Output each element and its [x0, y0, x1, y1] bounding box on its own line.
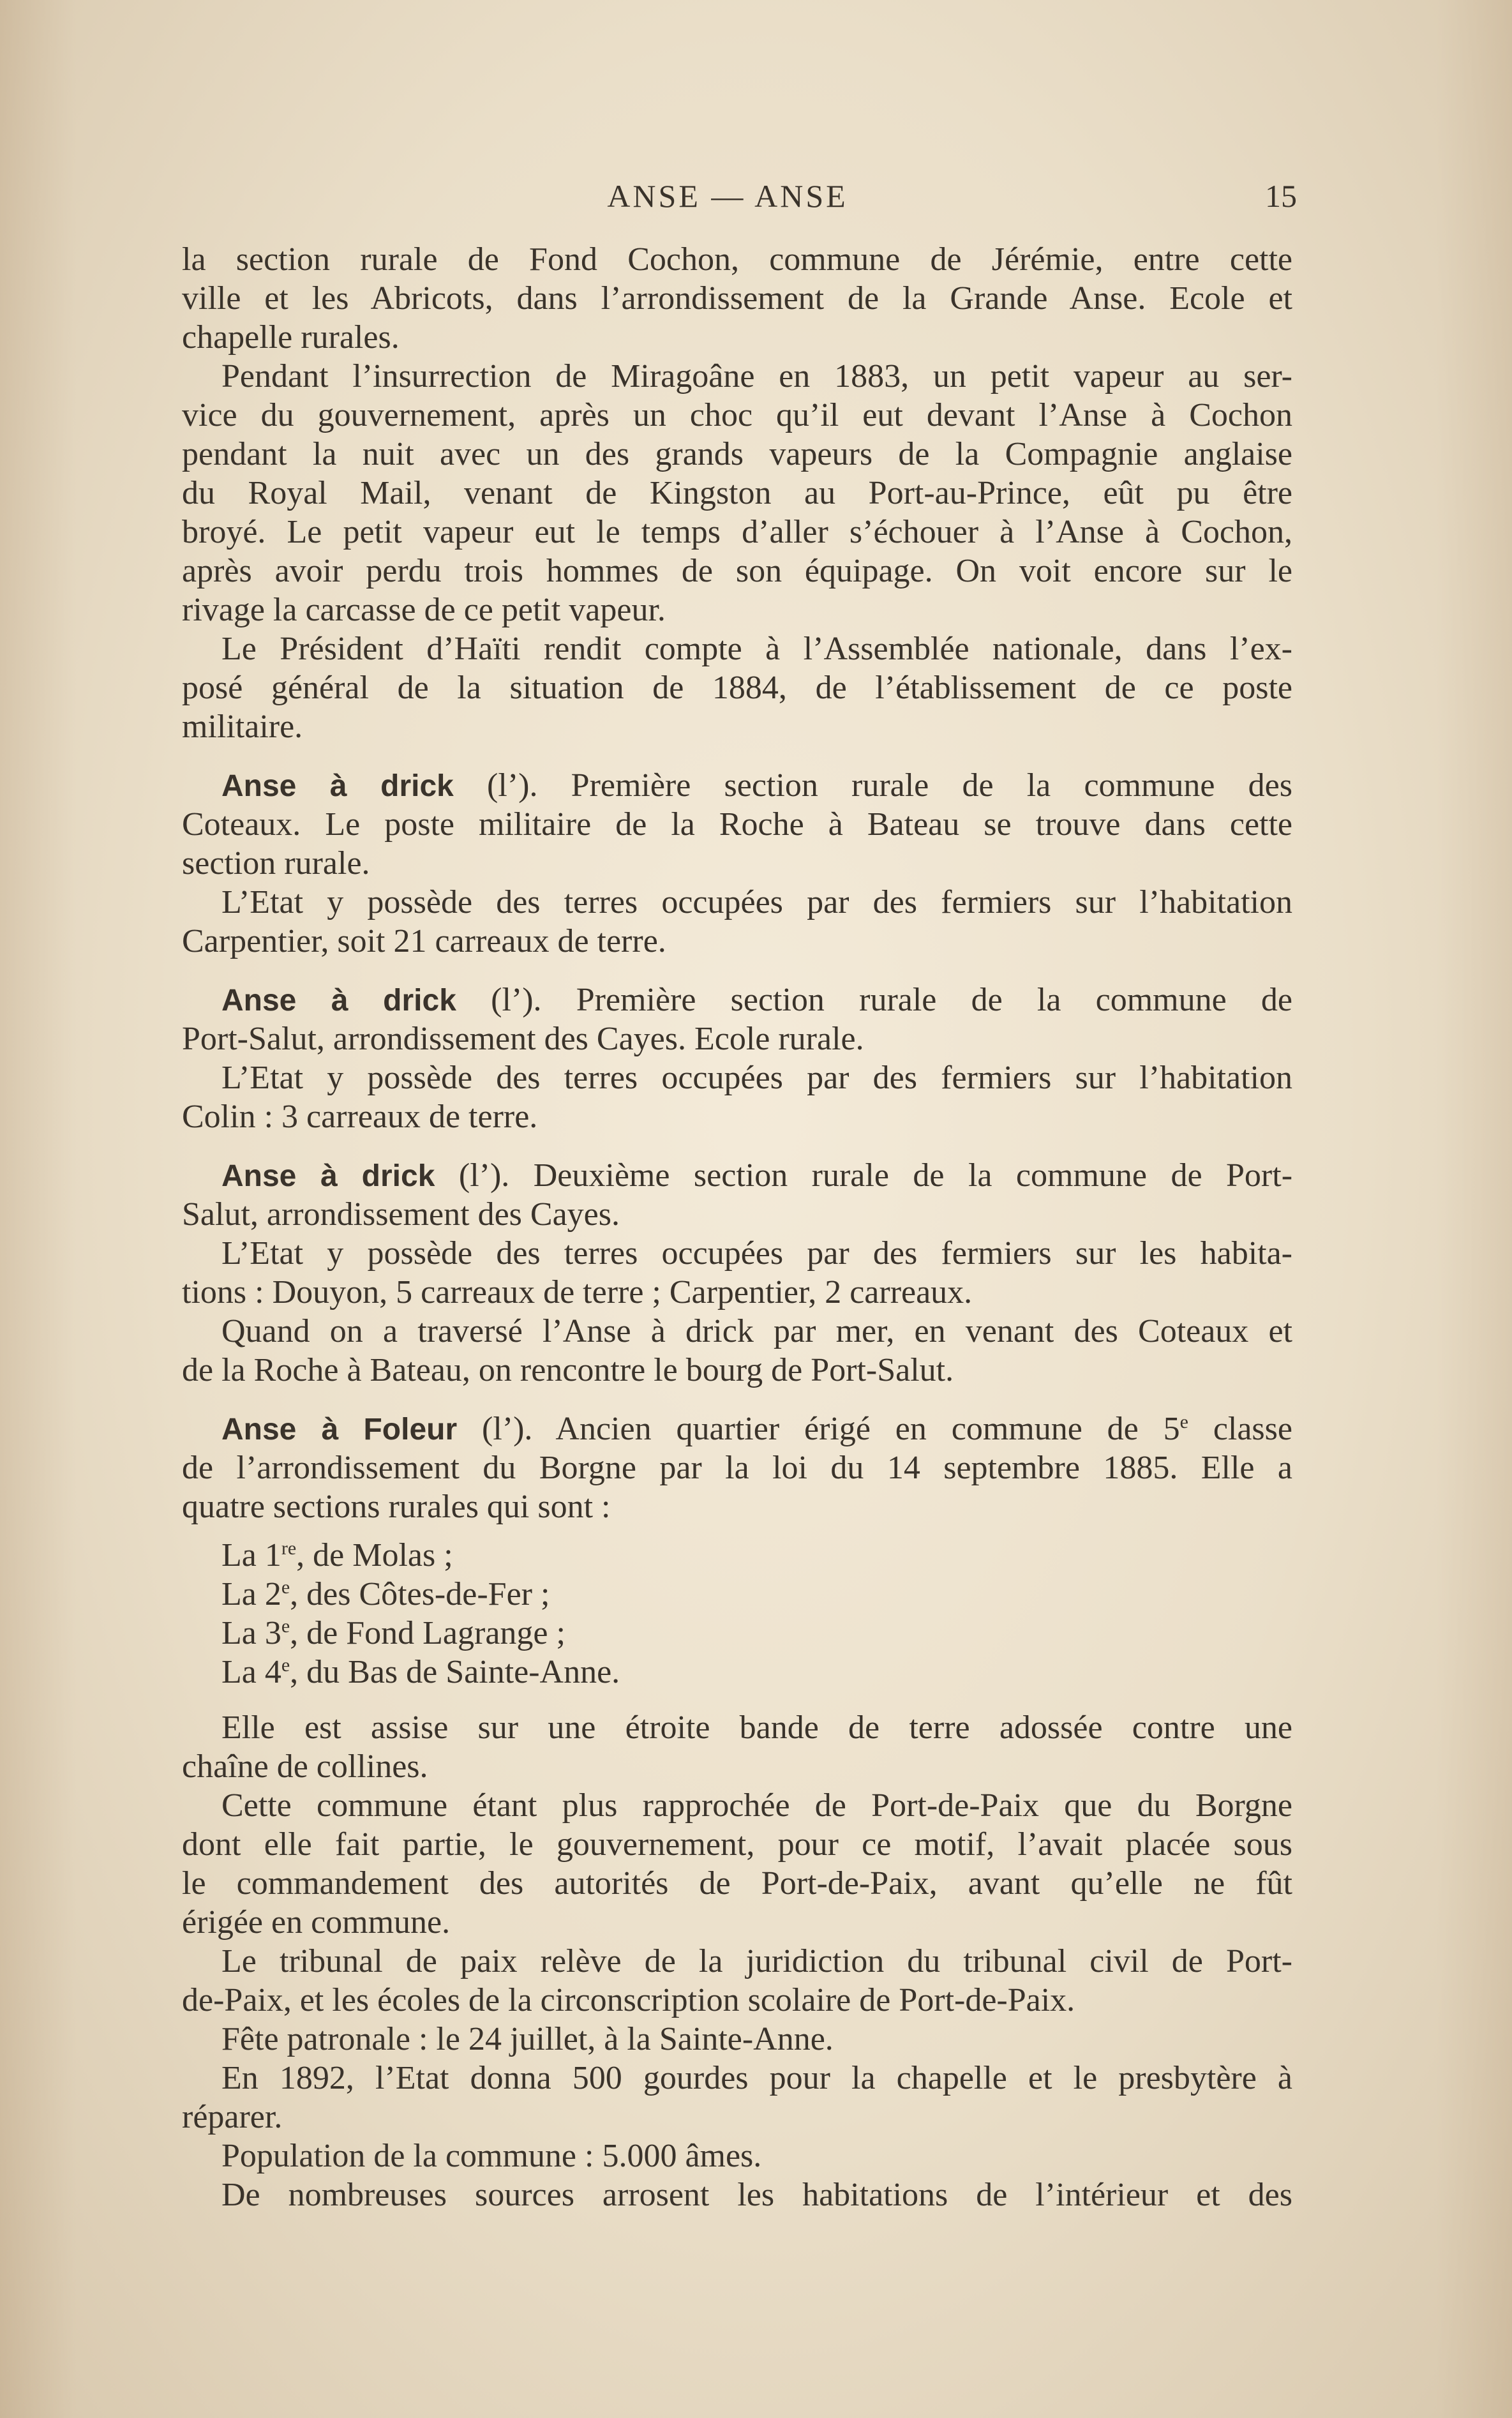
text-line	[182, 707, 1292, 746]
line-text: L’Etat y possède des terres occupées par des fermiers sur l’habitation	[221, 884, 1292, 920]
line-text: Carpentier, soit 21 carreaux de terre.	[182, 923, 666, 959]
text-line	[182, 1097, 1292, 1136]
line-text: La 3	[221, 1615, 281, 1651]
line-text: rivage la carcasse de ce petit vapeur.	[182, 592, 666, 628]
text-line	[182, 1273, 1292, 1312]
line-text: L’Etat y possède des terres occupées par des fermiers sur l’habitation	[221, 1060, 1292, 1096]
section-list	[182, 1536, 1292, 1692]
line-text: , du Bas de Sainte-Anne.	[290, 1654, 620, 1690]
line-text: militaire.	[182, 709, 303, 745]
text-line	[182, 2175, 1292, 2214]
text-block	[182, 1708, 1292, 2214]
running-header	[0, 174, 1512, 218]
paragraph	[182, 1058, 1292, 1136]
line-text: section rurale.	[182, 845, 370, 882]
text-line	[182, 1614, 1292, 1653]
text-line	[182, 1234, 1292, 1273]
line-text: érigée en commune.	[182, 1904, 451, 1941]
line-text: vice du gouvernement, après un choc qu’il eut devant l’Anse à Cochon	[182, 397, 1292, 433]
text-line	[182, 1864, 1292, 1903]
line-text: réparer.	[182, 2099, 283, 2135]
text-line	[182, 1747, 1292, 1786]
text-line	[182, 766, 1292, 805]
ordinal-superscript: re	[281, 1538, 297, 1559]
dictionary-entry	[182, 980, 1292, 1136]
line-text: quatre sections rurales qui sont :	[182, 1489, 611, 1525]
list-item	[182, 1653, 1292, 1692]
text-line	[182, 883, 1292, 922]
text-line	[182, 2059, 1292, 2098]
line-text: tions : Douyon, 5 carreaux de terre ; Carpentier, 2 carreaux.	[182, 1274, 973, 1310]
line-text: Colin : 3 carreaux de terre.	[182, 1099, 538, 1135]
line-text: pendant la nuit avec un des grands vapeurs de la Compagnie anglaise	[182, 436, 1292, 472]
paragraph	[182, 2020, 1292, 2059]
list-item	[182, 1614, 1292, 1653]
line-text: (l’). Ancien quartier érigé en commune de 5	[457, 1411, 1180, 1447]
paragraph	[182, 240, 1292, 357]
paragraph	[182, 2175, 1292, 2214]
paragraph	[182, 2136, 1292, 2175]
line-text: la section rurale de Fond Cochon, commune de Jérémie, entre cette	[182, 241, 1292, 278]
ordinal-superscript: e	[281, 1616, 290, 1637]
text-line	[182, 1351, 1292, 1390]
text-line	[182, 1653, 1292, 1692]
text-line	[182, 844, 1292, 883]
line-text: Le Président d’Haïti rendit compte à l’Assemblée nationale, dans l’ex-	[221, 631, 1292, 667]
text-line	[182, 1981, 1292, 2020]
line-text: Port-Salut, arrondissement des Cayes. Ecole rurale.	[182, 1021, 864, 1057]
line-text: De nombreuses sources arrosent les habitations de l’intérieur et des	[221, 2177, 1292, 2213]
ordinal-superscript: e	[281, 1655, 290, 1676]
ordinal-superscript: e	[1179, 1411, 1188, 1432]
text-line	[182, 1942, 1292, 1981]
line-text: L’Etat y possède des terres occupées par des fermiers sur les habita-	[221, 1235, 1292, 1272]
line-text: , de Molas ;	[296, 1537, 453, 1573]
dictionary-entry	[182, 766, 1292, 961]
paragraph	[182, 1708, 1292, 1786]
ordinal-superscript: e	[281, 1577, 290, 1598]
line-text: (l’). Deuxième section rurale de la commune de Port-	[435, 1157, 1293, 1194]
text-line	[182, 2020, 1292, 2059]
paragraph	[182, 766, 1292, 883]
paragraph	[182, 2059, 1292, 2136]
paragraph	[182, 1942, 1292, 2020]
line-text: Le tribunal de paix relève de la juridiction du tribunal civil de Port-	[221, 1943, 1292, 1979]
text-block	[182, 240, 1292, 746]
list-item	[182, 1575, 1292, 1614]
text-line	[182, 1156, 1292, 1195]
text-line	[182, 1575, 1292, 1614]
text-line	[182, 668, 1292, 707]
dictionary-entry	[182, 1409, 1292, 1526]
line-text: chapelle rurales.	[182, 319, 400, 356]
text-line	[182, 1825, 1292, 1864]
paragraph	[182, 357, 1292, 629]
line-text: Cette commune étant plus rapprochée de Port-de-Paix que du Borgne	[221, 1787, 1292, 1824]
line-text: La 1	[221, 1537, 281, 1573]
text-line	[182, 1786, 1292, 1825]
line-text: du Royal Mail, venant de Kingston au Port-au-Prince, eût pu être	[182, 475, 1292, 511]
text-line	[182, 590, 1292, 629]
text-line	[182, 318, 1292, 357]
entry-headword: Anse à drick	[221, 984, 456, 1018]
line-text: La 2	[221, 1576, 281, 1612]
text-line	[182, 513, 1292, 552]
line-text: Population de la commune : 5.000 âmes.	[221, 2138, 762, 2174]
text-line	[182, 1708, 1292, 1747]
line-text: chaîne de collines.	[182, 1748, 428, 1785]
line-text: de l’arrondissement du Borgne par la loi du 14 septembre 1885. Elle a	[182, 1450, 1292, 1486]
text-line	[182, 357, 1292, 396]
text-line	[182, 2136, 1292, 2175]
text-line	[182, 279, 1292, 318]
line-text: posé général de la situation de 1884, de l’établissement de ce poste	[182, 670, 1292, 706]
line-text: En 1892, l’Etat donna 500 gourdes pour la chapelle et le presbytère à	[221, 2060, 1292, 2096]
text-line	[182, 1058, 1292, 1097]
text-line	[182, 629, 1292, 668]
text-line	[182, 1487, 1292, 1526]
line-text: La 4	[221, 1654, 281, 1690]
paragraph	[182, 980, 1292, 1058]
entry-headword: Anse à drick	[221, 769, 454, 803]
paragraph	[182, 629, 1292, 746]
entry-headword: Anse à Foleur	[221, 1413, 458, 1446]
text-line	[182, 1312, 1292, 1351]
text-line	[182, 1019, 1292, 1058]
text-line	[182, 1448, 1292, 1487]
dictionary-entry	[182, 1156, 1292, 1390]
line-text: (l’). Première section rurale de la commune de	[456, 982, 1293, 1018]
line-text: Fête patronale : le 24 juillet, à la Sainte-Anne.	[221, 2021, 834, 2057]
text-line	[182, 396, 1292, 435]
line-text: après avoir perdu trois hommes de son équipage. On voit encore sur le	[182, 553, 1292, 589]
paragraph	[182, 883, 1292, 961]
line-text: broyé. Le petit vapeur eut le temps d’aller s’échouer à l’Anse à Cochon,	[182, 514, 1292, 550]
text-line	[182, 980, 1292, 1019]
line-text: le commandement des autorités de Port-de-Paix, avant qu’elle ne fût	[182, 1865, 1292, 1902]
line-text: de-Paix, et les écoles de la circonscription scolaire de Port-de-Paix.	[182, 1982, 1075, 2018]
text-line	[182, 474, 1292, 513]
text-line	[182, 1536, 1292, 1575]
paragraph	[182, 1234, 1292, 1312]
line-text: Pendant l’insurrection de Miragoâne en 1883, un petit vapeur au ser-	[221, 358, 1292, 394]
text-line	[182, 1903, 1292, 1942]
paragraph	[182, 1409, 1292, 1526]
running-title: ANSE — ANSE	[607, 178, 848, 214]
line-text: classe	[1188, 1411, 1292, 1447]
line-text: Coteaux. Le poste militaire de la Roche à Bateau se trouve dans cette	[182, 806, 1292, 843]
paragraph	[182, 1156, 1292, 1234]
entry-headword: Anse à drick	[221, 1159, 435, 1193]
line-text: Salut, arrondissement des Cayes.	[182, 1196, 620, 1233]
text-line	[182, 1409, 1292, 1448]
list-item	[182, 1536, 1292, 1575]
line-text: Quand on a traversé l’Anse à drick par mer, en venant des Coteaux et	[221, 1313, 1292, 1349]
line-text: ville et les Abricots, dans l’arrondissement de la Grande Anse. Ecole et	[182, 280, 1292, 317]
text-line	[182, 805, 1292, 844]
line-text: Elle est assise sur une étroite bande de terre adossée contre une	[221, 1709, 1292, 1746]
line-text: de la Roche à Bateau, on rencontre le bourg de Port-Salut.	[182, 1352, 954, 1388]
text-line	[182, 2098, 1292, 2136]
line-text: (l’). Première section rurale de la commune des	[453, 767, 1293, 804]
text-line	[182, 1195, 1292, 1234]
text-line	[182, 922, 1292, 961]
line-text: , des Côtes-de-Fer ;	[290, 1576, 550, 1612]
text-line	[182, 552, 1292, 590]
text-line	[182, 435, 1292, 474]
page-body	[182, 240, 1292, 2214]
line-text: dont elle fait partie, le gouvernement, pour ce motif, l’avait placée sous	[182, 1826, 1292, 1863]
page-number: 15	[1265, 178, 1297, 214]
paragraph	[182, 1786, 1292, 1942]
text-line	[182, 240, 1292, 279]
line-text: , de Fond Lagrange ;	[290, 1615, 565, 1651]
paragraph	[182, 1312, 1292, 1390]
